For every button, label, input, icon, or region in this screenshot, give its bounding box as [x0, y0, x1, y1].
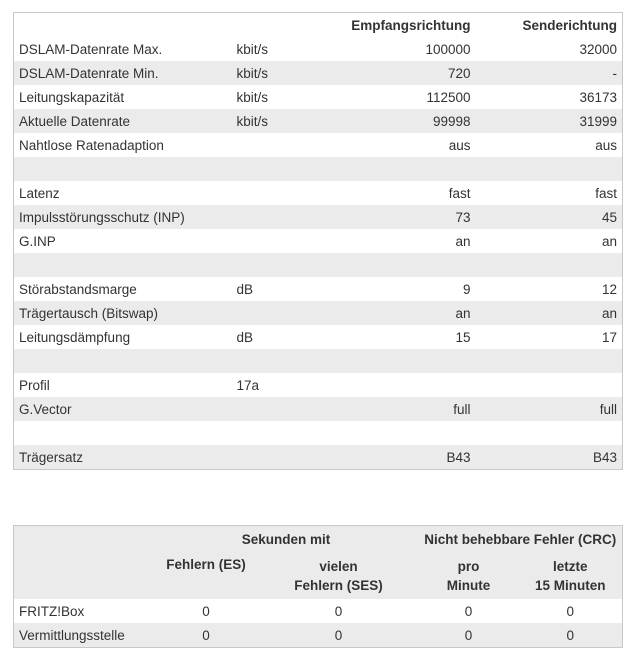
row-upstream-value — [476, 157, 623, 181]
row-crc-per-minute: 0 — [464, 627, 473, 643]
row-label: Leitungskapazität — [19, 89, 125, 105]
row-downstream-value: an — [455, 305, 471, 321]
dsl-info-table — [13, 12, 623, 470]
row-label: Störabstandsmarge — [19, 281, 137, 297]
row-unit: kbit/s — [236, 65, 269, 81]
row-crc-last-15: 0 — [566, 627, 575, 643]
row-unit — [232, 229, 322, 253]
row-upstream-value — [476, 421, 623, 445]
row-upstream-value: an — [601, 305, 617, 321]
row-label: DSLAM-Datenrate Min. — [19, 65, 159, 81]
dsl-table-row — [14, 61, 623, 85]
row-downstream-value — [322, 373, 476, 397]
header-downstream: Empfangsrichtung — [351, 17, 471, 33]
row-label: Profil — [19, 377, 50, 393]
dsl-table-row — [14, 277, 623, 301]
row-unit: 17a — [236, 377, 260, 393]
row-label — [14, 253, 232, 277]
row-upstream-value — [476, 349, 623, 373]
row-label: Trägertausch (Bitswap) — [19, 305, 159, 321]
dsl-table-row — [14, 37, 623, 61]
row-label — [14, 157, 232, 181]
header-per-minute-line1: pro — [457, 558, 480, 574]
row-unit — [232, 349, 322, 373]
dsl-table-row — [14, 301, 623, 325]
dsl-table-row — [14, 133, 623, 157]
row-es-value: 0 — [202, 627, 210, 643]
row-downstream-value: 99998 — [432, 113, 471, 129]
row-upstream-value: 32000 — [579, 41, 617, 57]
row-label — [14, 349, 232, 373]
row-unit — [232, 445, 322, 470]
error-group-header-row — [14, 526, 623, 553]
row-unit — [232, 133, 322, 157]
row-upstream-value: an — [601, 233, 617, 249]
dsl-table-row — [14, 325, 623, 349]
row-downstream-value: full — [453, 401, 471, 417]
header-seconds-with: Sekunden mit — [241, 531, 331, 547]
row-downstream-value: B43 — [446, 449, 471, 465]
row-upstream-value: full — [599, 401, 617, 417]
row-downstream-value: an — [455, 233, 471, 249]
header-crc: Nicht behebbare Fehler (CRC) — [424, 531, 617, 547]
row-unit — [232, 253, 322, 277]
row-upstream-value: fast — [595, 185, 617, 201]
dsl-table-row — [14, 397, 623, 421]
row-downstream-value: 112500 — [426, 89, 471, 105]
row-upstream-value: 31999 — [579, 113, 617, 129]
row-ses-value: 0 — [334, 627, 343, 643]
header-ses-line1: vielen — [319, 558, 358, 574]
row-label: DSLAM-Datenrate Max. — [19, 41, 163, 57]
row-downstream-value: 720 — [447, 65, 471, 81]
row-label: Aktuelle Datenrate — [19, 113, 131, 129]
dsl-table-row — [14, 205, 623, 229]
row-unit: kbit/s — [236, 89, 269, 105]
dsl-table-row — [14, 181, 623, 205]
dsl-table-row — [14, 421, 623, 445]
row-unit — [232, 205, 322, 229]
dsl-table-row — [14, 253, 623, 277]
row-unit — [232, 181, 322, 205]
error-table-row — [14, 599, 623, 623]
header-empty — [14, 526, 154, 553]
row-label: Impulsstörungsschutz (INP) — [19, 209, 185, 225]
row-downstream-value — [322, 157, 476, 181]
row-label: G.INP — [19, 233, 56, 249]
row-downstream-value: fast — [448, 185, 471, 201]
error-stats-table — [13, 525, 623, 648]
row-label: G.Vector — [19, 401, 72, 417]
row-unit — [232, 397, 322, 421]
dsl-table-row — [14, 157, 623, 181]
dsl-table-row — [14, 373, 623, 397]
header-last-15 — [519, 552, 623, 599]
row-source: Vermittlungsstelle — [19, 627, 125, 643]
row-label: Leitungsdämpfung — [19, 329, 131, 345]
row-downstream-value: 100000 — [425, 41, 471, 57]
row-downstream-value — [322, 421, 476, 445]
row-source: FRITZ!Box — [19, 603, 85, 619]
row-downstream-value: 73 — [455, 209, 471, 225]
row-label: Latenz — [19, 185, 60, 201]
dsl-table-row — [14, 349, 623, 373]
row-label: Nahtlose Ratenadaption — [19, 137, 164, 153]
header-ses — [259, 552, 419, 599]
row-crc-last-15: 0 — [566, 603, 575, 619]
row-ses-value: 0 — [334, 603, 343, 619]
row-upstream-value: aus — [595, 137, 617, 153]
row-label — [14, 421, 232, 445]
dsl-table-row — [14, 445, 623, 470]
dsl-table-row — [14, 109, 623, 133]
row-upstream-value — [476, 373, 623, 397]
row-unit: dB — [236, 281, 254, 297]
error-sub-header-row — [14, 552, 623, 599]
header-per-minute-line2: Minute — [446, 577, 491, 593]
row-es-value: 0 — [202, 603, 210, 619]
row-unit — [232, 157, 322, 181]
row-downstream-value: aus — [448, 137, 471, 153]
header-per-minute — [419, 552, 519, 599]
row-unit: dB — [236, 329, 254, 345]
header-last-15-line1: letzte — [553, 558, 588, 574]
row-downstream-value: 15 — [455, 329, 471, 345]
row-downstream-value — [322, 253, 476, 277]
row-upstream-value: 12 — [601, 281, 617, 297]
row-downstream-value: 9 — [462, 281, 471, 297]
row-unit: kbit/s — [236, 41, 269, 57]
row-upstream-value: 36173 — [579, 89, 617, 105]
row-unit — [232, 301, 322, 325]
header-label — [14, 13, 232, 38]
row-upstream-value — [476, 253, 623, 277]
header-es — [154, 552, 259, 599]
row-upstream-value: 45 — [601, 209, 617, 225]
header-ses-line2: Fehlern (SES) — [294, 577, 383, 593]
row-downstream-value — [322, 349, 476, 373]
header-upstream: Senderichtung — [522, 17, 617, 33]
dsl-table-header-row — [14, 13, 623, 38]
dsl-table-row — [14, 229, 623, 253]
row-label: Trägersatz — [19, 449, 84, 465]
row-upstream-value: 17 — [601, 329, 617, 345]
header-empty — [14, 552, 154, 599]
row-upstream-value: - — [612, 65, 617, 81]
row-upstream-value: B43 — [592, 449, 617, 465]
header-unit — [232, 13, 322, 38]
row-unit: kbit/s — [236, 113, 269, 129]
error-table-row — [14, 623, 623, 648]
row-crc-per-minute: 0 — [464, 603, 473, 619]
dsl-table-row — [14, 85, 623, 109]
header-last-15-line2: 15 Minuten — [535, 577, 606, 593]
header-es-line1: Fehlern (ES) — [166, 557, 246, 572]
row-unit — [232, 421, 322, 445]
